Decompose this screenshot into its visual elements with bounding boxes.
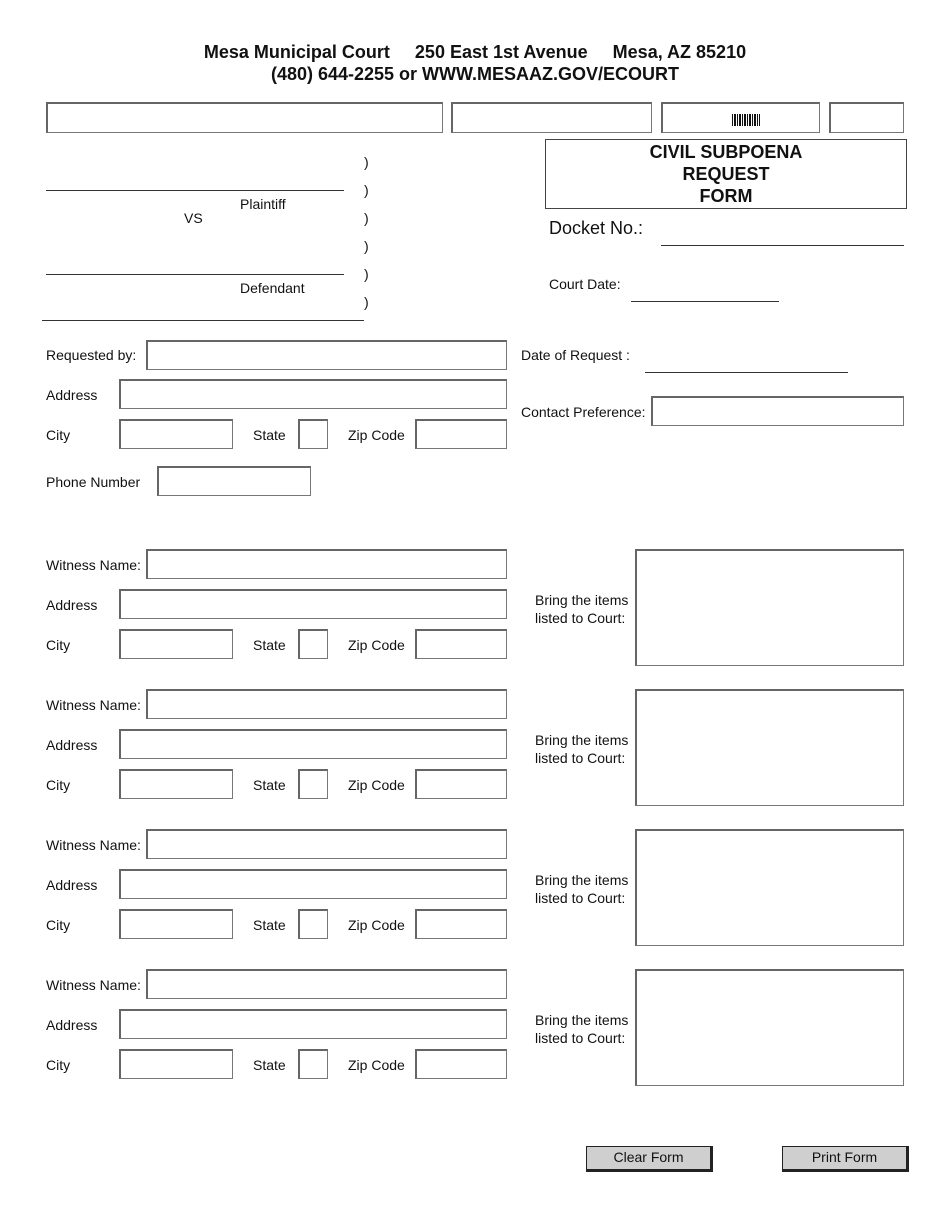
caption-paren: ) — [364, 182, 369, 198]
requester-city-input[interactable] — [119, 419, 233, 449]
witness-4-items-textarea[interactable] — [635, 969, 904, 1086]
caption-paren: ) — [364, 266, 369, 282]
witness-state-label: State — [253, 917, 286, 933]
defendant-label: Defendant — [240, 280, 305, 296]
defendant-line[interactable] — [46, 274, 344, 275]
witness-city-label: City — [46, 917, 71, 933]
witness-zip-label: Zip Code — [348, 637, 405, 653]
witness-4-state-input[interactable] — [298, 1049, 328, 1079]
requester-zip-input[interactable] — [415, 419, 507, 449]
bring-items-label — [535, 731, 628, 767]
witness-zip-label: Zip Code — [348, 777, 405, 793]
caption-paren: ) — [364, 154, 369, 170]
phone-label: Phone Number — [46, 474, 141, 490]
caption-paren: ) — [364, 294, 369, 310]
requester-zip-label: Zip Code — [348, 427, 405, 443]
witness-3-name-input[interactable] — [146, 829, 507, 859]
form-title-line3: FORM — [699, 186, 753, 206]
witness-3-city-input[interactable] — [119, 909, 233, 939]
witness-2-state-input[interactable] — [298, 769, 328, 799]
bring-items-line2: listed to Court: — [535, 750, 626, 766]
court-header-line2: (480) 644-2255 or WWW.MESAAZ.GOV/ECOURT — [270, 64, 680, 84]
witness-city-label: City — [46, 1057, 71, 1073]
witness-name-label: Witness Name: — [46, 697, 141, 713]
witness-zip-label: Zip Code — [348, 917, 405, 933]
bring-items-line1: Bring the items — [535, 732, 629, 748]
bring-items-line2: listed to Court: — [535, 890, 626, 906]
witness-2-items-textarea[interactable] — [635, 689, 904, 806]
witness-4-address-input[interactable] — [119, 1009, 507, 1039]
form-title-line1: CIVIL SUBPOENA — [649, 142, 803, 162]
witness-2-zip-input[interactable] — [415, 769, 507, 799]
form-title-box — [545, 139, 907, 209]
bring-items-label — [535, 591, 628, 627]
requested-by-label: Requested by: — [46, 347, 137, 363]
witness-4-name-input[interactable] — [146, 969, 507, 999]
witness-name-label: Witness Name: — [46, 977, 141, 993]
witness-3-zip-input[interactable] — [415, 909, 507, 939]
print-form-button[interactable]: Print Form — [782, 1146, 909, 1172]
witness-1-address-input[interactable] — [119, 589, 507, 619]
top-field-2[interactable] — [451, 102, 652, 133]
witness-4-zip-input[interactable] — [415, 1049, 507, 1079]
witness-name-label: Witness Name: — [46, 837, 141, 853]
bring-items-label — [535, 1011, 628, 1047]
witness-city-label: City — [46, 777, 71, 793]
witness-city-label: City — [46, 637, 71, 653]
witness-3-state-input[interactable] — [298, 909, 328, 939]
witness-1-state-input[interactable] — [298, 629, 328, 659]
date-of-request-label: Date of Request : — [521, 347, 630, 363]
plaintiff-line[interactable] — [46, 190, 344, 191]
witness-state-label: State — [253, 777, 286, 793]
date-of-request-line[interactable] — [645, 372, 848, 373]
court-date-line[interactable] — [631, 301, 779, 302]
vs-label: VS — [184, 210, 203, 226]
witness-address-label: Address — [46, 597, 98, 613]
caption-bottom-line — [42, 320, 364, 321]
caption-paren: ) — [364, 210, 369, 226]
top-field-1[interactable] — [46, 102, 443, 133]
witness-1-city-input[interactable] — [119, 629, 233, 659]
bring-items-line2: listed to Court: — [535, 1030, 626, 1046]
bring-items-line1: Bring the items — [535, 872, 629, 888]
witness-state-label: State — [253, 637, 286, 653]
bring-items-line1: Bring the items — [535, 592, 629, 608]
requester-address-label: Address — [46, 387, 98, 403]
court-header-line1: Mesa Municipal Court 250 East 1st Avenue Mesa, AZ 85210 — [203, 42, 747, 62]
barcode-icon — [732, 114, 760, 126]
bring-items-line2: listed to Court: — [535, 610, 626, 626]
requester-address-input[interactable] — [119, 379, 507, 409]
docket-line[interactable] — [661, 245, 904, 246]
plaintiff-label: Plaintiff — [240, 196, 286, 212]
witness-4-city-input[interactable] — [119, 1049, 233, 1079]
witness-state-label: State — [253, 1057, 286, 1073]
witness-address-label: Address — [46, 877, 98, 893]
requested-by-input[interactable] — [146, 340, 507, 370]
witness-1-name-input[interactable] — [146, 549, 507, 579]
clear-form-button[interactable]: Clear Form — [586, 1146, 713, 1172]
witness-name-label: Witness Name: — [46, 557, 141, 573]
caption-paren: ) — [364, 238, 369, 254]
witness-address-label: Address — [46, 1017, 98, 1033]
bring-items-line1: Bring the items — [535, 1012, 629, 1028]
witness-2-address-input[interactable] — [119, 729, 507, 759]
requester-state-label: State — [253, 427, 286, 443]
contact-preference-label: Contact Preference: — [521, 404, 646, 420]
bring-items-label — [535, 871, 628, 907]
witness-1-items-textarea[interactable] — [635, 549, 904, 666]
contact-preference-input[interactable] — [651, 396, 904, 426]
top-field-4[interactable] — [829, 102, 904, 133]
requester-city-label: City — [46, 427, 71, 443]
witness-3-address-input[interactable] — [119, 869, 507, 899]
requester-state-input[interactable] — [298, 419, 328, 449]
phone-input[interactable] — [157, 466, 311, 496]
witness-1-zip-input[interactable] — [415, 629, 507, 659]
form-title-line2: REQUEST — [682, 164, 770, 184]
court-date-label: Court Date: — [549, 276, 621, 292]
witness-3-items-textarea[interactable] — [635, 829, 904, 946]
docket-label: Docket No.: — [549, 218, 644, 238]
witness-zip-label: Zip Code — [348, 1057, 405, 1073]
witness-address-label: Address — [46, 737, 98, 753]
witness-2-city-input[interactable] — [119, 769, 233, 799]
witness-2-name-input[interactable] — [146, 689, 507, 719]
